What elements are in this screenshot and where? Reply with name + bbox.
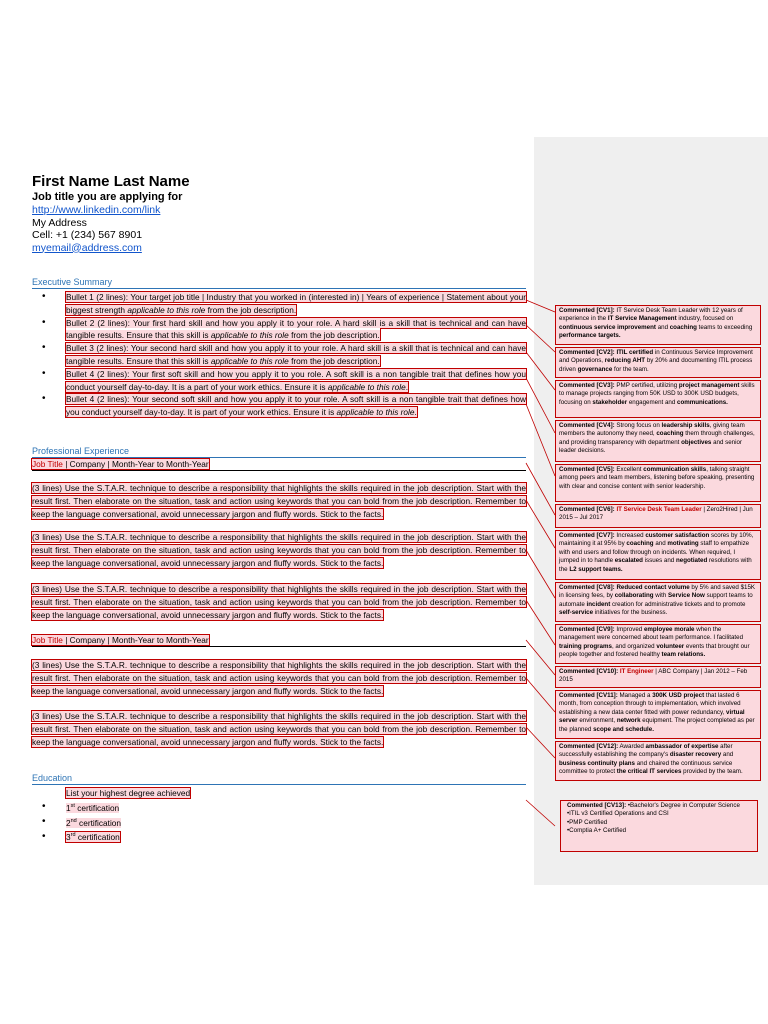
section-heading-experience: Professional Experience [32,446,526,458]
linkedin-link[interactable]: http://www.linkedin.com/link [32,204,161,216]
bullet-text: Bullet 4 (2 lines): Your second soft skill and how you apply it to your role. A soft skill is a non tangible trait that defines how you conduct yourself day-to-day. It is part of your work ethics. Ensure it is applicable to this role. [66,394,526,418]
star-paragraph: (3 lines) Use the S.T.A.R. technique to describe a responsibility that highlights the skills required in the job description. Start with the result first. Then elaborate on the situation, task and action using keywords that you can bold from the job description. Remember to keep the language conversational, avoid unnecessary jargon and fluffy words. Stick to the facts. [32,532,526,568]
star-paragraph: (3 lines) Use the S.T.A.R. technique to describe a responsibility that highlights the skills required in the job description. Start with the result first. Then elaborate on the situation, task and action using keywords that you can bold from the job description. Remember to keep the language conversational, avoid unnecessary jargon and fluffy words. Stick to the facts. [32,711,526,747]
summary-bullet [32,342,526,368]
summary-bullet [32,393,526,419]
section-heading-education: Education [32,773,526,785]
summary-bullet [32,291,526,317]
job-title-label: Job Title [32,459,63,469]
address-line: My Address [32,216,87,229]
education-list [32,787,526,844]
summary-bullet [32,368,526,394]
comment-cv10[interactable]: Commented [CV10]: IT Engineer | ABC Company | Jan 2012 – Feb 2015 [555,666,761,688]
degree-item: List your highest degree achieved [66,788,191,798]
bullet-text: Bullet 1 (2 lines): Your target job title | Industry that you worked in (interested in) | Years of experience | Statement about your biggest strength applicable to this role from the job description. [66,292,526,315]
comment-cv9[interactable]: Commented [CV9]: Improved employee morale when the management were concerned about team performance. I facilitated training programs, and organized volunteer events that brought our people together and fostered healthy team relations. [555,624,761,664]
comment-cv5[interactable]: Commented [CV5]: Excellent communication skills, talking straight among peers and team members, listening before speaking, presenting with clear and concise content with senior leadership. [555,464,761,502]
comment-cv12[interactable]: Commented [CV12]: Awarded ambassador of expertise after successfully establishing the company's disaster recovery and business continuity plans and chaired the continuous service committee to protect the critical IT services provided by the team. [555,741,761,781]
comment-cv13[interactable]: Commented [CV13]: •Bachelor's Degree in Computer Science •ITIL v3 Certified Operations and CSI •PMP Certified •Comptia A+ Certified [560,800,758,852]
comment-cv1[interactable]: Commented [CV1]: IT Service Desk Team Leader with 12 years of experience in the IT Service Management industry, focused on continuous service improvement and coaching teams to exceeding performance targets. [555,305,761,345]
comment-cv3[interactable]: Commented [CV3]: PMP certified, utilizing project management skills to manage projects ranging from 50K USD to 300K USD budgets, focusing on stakeholder engagement and communications. [555,380,761,418]
summary-bullet [32,317,526,343]
cert-item: • 2nd certification [32,815,526,830]
cert-item: • 1st certification [32,800,526,815]
comment-cv2[interactable]: Commented [CV2]: ITIL certified in Continuous Service Improvement and Operations, reducing AHT by 20% and documenting ITIL process driven governance for the team. [555,347,761,378]
email-link[interactable]: myemail@address.com [32,241,142,254]
comment-cv11[interactable]: Commented [CV11]: Managed a 300K USD project that lasted 6 month, from conception through to implementation, which involved establishing a new data center fitted with power redundancy, virtual server environment, network equipment. The project completed as per the planned scope and schedule. [555,690,761,739]
cert-item: • 3rd certification [32,830,526,845]
candidate-name: First Name Last Name [32,173,190,190]
cell-line: Cell: +1 (234) 567 8901 [32,229,143,241]
star-paragraph: (3 lines) Use the S.T.A.R. technique to describe a responsibility that highlights the skills required in the job description. Start with the result first. Then elaborate on the situation, task and action using keywords that you can bold from the job description. Remember to keep the language conversational, avoid unnecessary jargon and fluffy words. Stick to the facts. [32,660,526,696]
section-heading-summary: Executive Summary [32,277,526,289]
resume-header [32,172,530,254]
job-line-2: Job Title | Company | Month-Year to Month-Year [32,634,526,647]
target-job-title: Job title you are applying for [32,191,183,203]
summary-bullets [32,291,526,419]
star-paragraph: (3 lines) Use the S.T.A.R. technique to describe a responsibility that highlights the skills required in the job description. Start with the result first. Then elaborate on the situation, task and action using keywords that you can bold from the job description. Remember to keep the language conversational, avoid unnecessary jargon and fluffy words. Stick to the facts. [32,483,526,519]
comment-cv4[interactable]: Commented [CV4]: Strong focus on leadership skills, giving team members the autonomy they need, coaching them through challenges, and providing transparency with department objectives and senior leader decisions. [555,420,761,462]
bullet-text: Bullet 4 (2 lines): Your first soft skill and how you apply it to you role. A soft skill is a non tangible trait that defines how you conduct yourself day-to-day. It is a part of your work ethics. Ensure it is applicable to this role. [66,368,526,392]
bullet-text: Bullet 3 (2 lines): Your second hard skill and how you apply it to your role. A hard skill is a skill that is technical and can have tangible results. Ensure that this skill is applicable to this role from the job description. [66,343,526,366]
comment-cv8[interactable]: Commented [CV8]: Reduced contact volume by 5% and saved $15K in licensing fees, by collaborating with Service Now support teams to automate incident creation for administrative tickets and to promote self-service initiatives for the business. [555,582,761,622]
comment-cv7[interactable]: Commented [CV7]: Increased customer satisfaction scores by 10%, maintaining it at 95% by coaching and motivating staff to empathize with end users and follow through on incidents. When required, I jumped in to handle escalated issues and negotiated resolutions with the L2 support teams. [555,530,761,580]
comment-cv6[interactable]: Commented [CV6]: IT Service Desk Team Leader | Zero2Hired | Jun 2015 – Jul 2017 [555,504,761,528]
job-line-1: Job Title | Company | Month-Year to Month-Year [32,458,526,471]
bullet-text: Bullet 2 (2 lines): Your first hard skill and how you apply it to your role. A hard skill is a skill that is technical and can have tangible results. Ensure that this skill is applicable to this role from the job description. [66,317,526,341]
job-title-label: Job Title [32,635,63,645]
star-paragraph: (3 lines) Use the S.T.A.R. technique to describe a responsibility that highlights the skills required in the job description. Start with the result first. Then elaborate on the situation, task and action using keywords that you can bold from the job description. Remember to keep the language conversational, avoid unnecessary jargon and fluffy words. Stick to the facts. [32,584,526,620]
